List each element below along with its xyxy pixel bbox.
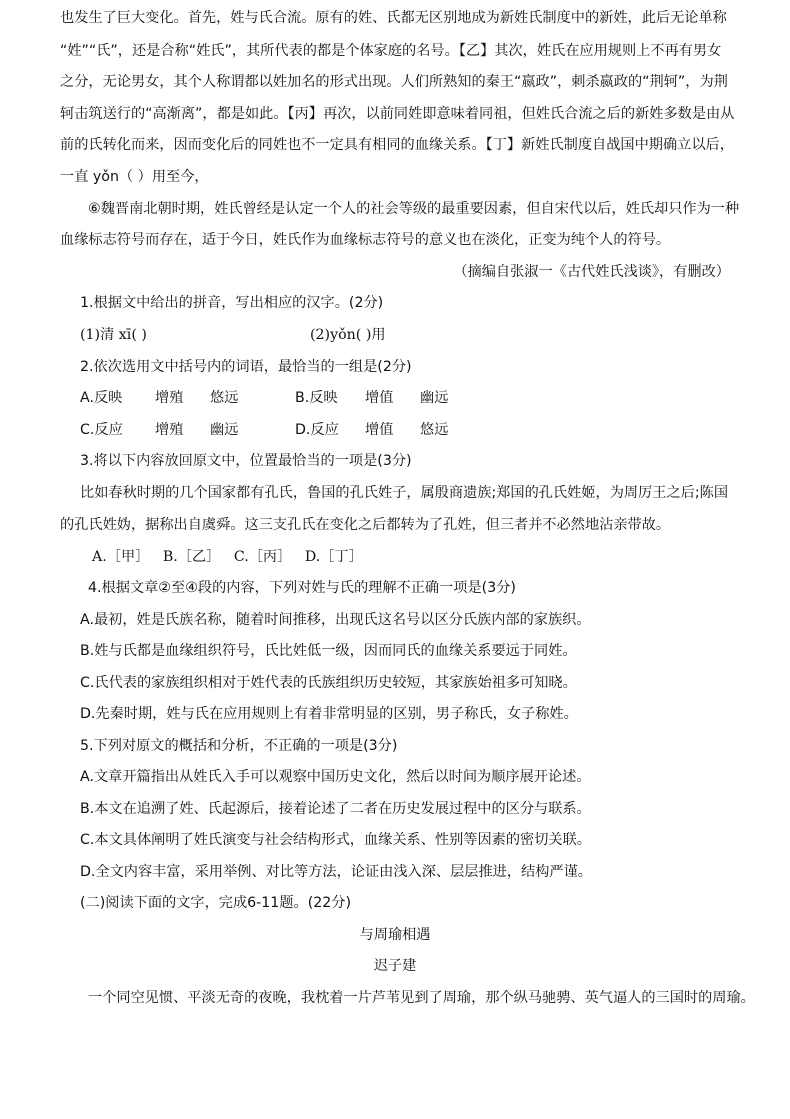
text-line: 一个同空见惯、平淡无奇的夜晚，我枕着一片芦苇见到了周瑜，那个纵马驰骋、英气逼人的三国时的周瑜。 (88, 990, 755, 1006)
blank-2: (2)yǒn( )用 (310, 327, 386, 343)
option-d: D.全文内容丰富，采用举例、对比等方法，论证由浅入深、层层推进，结构严谨。 (80, 864, 592, 880)
question-stem: 3.将以下内容放回原文中，位置最恰当的一项是(3分) (80, 453, 412, 469)
option-a-word2: 增殖 (155, 390, 184, 406)
option-c-word3: 幽远 (210, 422, 239, 438)
option-a-word3: 悠远 (210, 390, 239, 406)
text-line: 前的氏转化而来，因而变化后的同姓也不一定具有相同的血缘关系。【丁】新姓氏制度自战国中期确立以后， (60, 137, 734, 153)
option-b-word3: 幽远 (420, 390, 449, 406)
story-author: 迟子建 (373, 958, 417, 974)
question-stem: 1.根据文中给出的拼音，写出相应的汉字。(2分) (80, 295, 384, 311)
story-title: 与周瑜相遇 (359, 927, 431, 943)
question-stem: 5.下列对原文的概括和分析，不正确的一项是(3分) (80, 738, 398, 754)
text-line: “姓”“氏”，还是合称“姓氏”，其所代表的都是个体家庭的名号。【乙】其次，姓氏在应用规则上不再有男女 (60, 43, 722, 59)
option-b: B.姓与氏都是血缘组织符号，氏比姓低一级，因而同氏的血缘关系要远于同姓。 (80, 643, 577, 659)
option-b-word2: 增值 (365, 390, 394, 406)
question-stem: 2.依次选用文中括号内的词语，最恰当的一组是(2分) (80, 359, 412, 375)
section-heading: (二)阅读下面的文字，完成6-11题。(22分) (80, 895, 352, 911)
blank-1: (1)清 xī( ) (80, 327, 147, 343)
options: A.［甲］ B.［乙］ C.［丙］ D.［丁］ (92, 549, 363, 565)
option-d: D.先秦时期，姓与氏在应用规则上有着非常明显的区别，男子称氏，女子称姓。 (80, 706, 578, 722)
option-a: A.文章开篇指出从姓氏入手可以观察中国历史文化，然后以时间为顺序展开论述。 (80, 769, 591, 785)
insert-text-line: 的孔氏姓妫，据称出自虞舜。这三支孔氏在变化之后都转为了孔姓，但三者并不必然地沾亲带故。 (60, 517, 671, 533)
option-d-word2: 增值 (365, 422, 394, 438)
text-line: 血缘标志符号而存在，适于今日，姓氏作为血缘标志符号的意义也在淡化，正变为纯个人的符号。 (60, 232, 671, 248)
text-line: 一直 yǒn（ ）用至今， (60, 169, 209, 185)
option-c-word2: 增殖 (155, 422, 184, 438)
insert-text-line: 比如春秋时期的几个国家都有孔氏，鲁国的孔氏姓子，属殷商遗族;郑国的孔氏姓姬，为周厉王之后;陈国 (80, 485, 729, 501)
text-line: 也发生了巨大变化。首先，姓与氏合流。原有的姓、氏都无区别地成为新姓氏制度中的新姓，此后无论单称 (60, 10, 727, 26)
source-citation: （摘编自张淑一《古代姓氏浅谈》，有删改） (453, 264, 730, 280)
option-b: B.反映 (295, 390, 338, 406)
option-a: A.最初，姓是氏族名称，随着时间推移，出现氏这名号以区分氏族内部的家族织。 (80, 612, 591, 628)
option-d: D.反应 (295, 422, 339, 438)
text-line: ⑥魏晋南北朝时期，姓氏曾经是认定一个人的社会等级的最重要因素，但自宋代以后，姓氏却只作为一种 (88, 201, 740, 217)
question-stem: 4.根据文章②至④段的内容，下列对姓与氏的理解不正确一项是(3分) (88, 580, 516, 596)
option-c: C.本文具体阐明了姓氏演变与社会结构形式，血缘关系、性别等因素的密切关联。 (80, 832, 591, 848)
text-line: 之分，无论男女，其个人称谓都以姓加名的形式出现。人们所熟知的秦王“嬴政”，刺杀嬴政的“荆轲”，为荆 (60, 74, 728, 90)
text-line: 轲击筑送行的“高渐离”，都是如此。【丙】再次，以前同姓即意味着同祖，但姓氏合流之后的新姓多数是由从 (60, 106, 735, 122)
option-c: C.反应 (80, 422, 123, 438)
option-a: A.反映 (80, 390, 123, 406)
option-d-word3: 悠远 (420, 422, 449, 438)
option-b: B.本文在追溯了姓、氏起源后，接着论述了二者在历史发展过程中的区分与联系。 (80, 801, 591, 817)
option-c: C.氏代表的家族组织相对于姓代表的氏族组织历史较短，其家族始祖多可知晓。 (80, 675, 577, 691)
